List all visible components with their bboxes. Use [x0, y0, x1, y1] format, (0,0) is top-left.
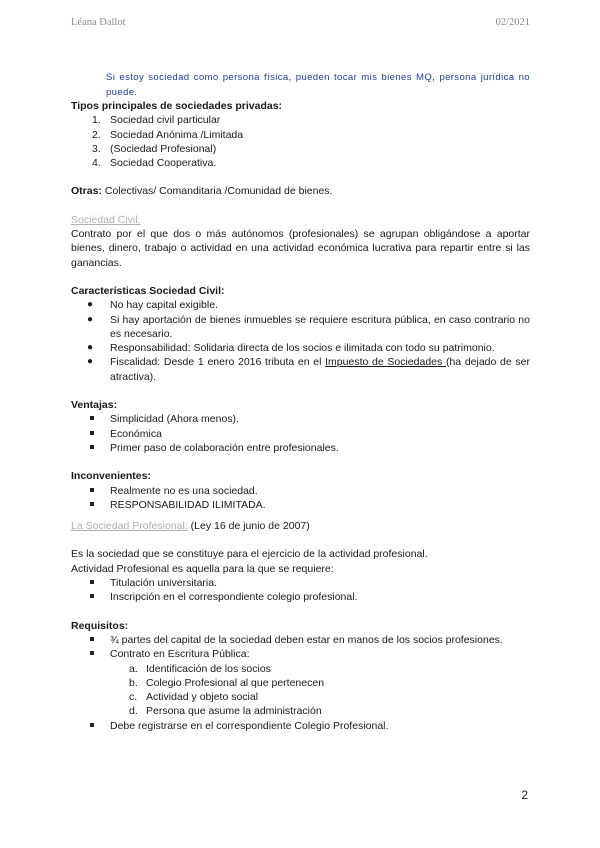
- list-item: Inscripción en el correspondiente colegio profesional.: [71, 590, 530, 604]
- header-author: Léana Dallot: [71, 17, 126, 28]
- caracteristicas-list: [71, 298, 530, 384]
- inconvenientes-title: Inconvenientes:: [71, 470, 151, 483]
- sociedad-civil-definition: Contrato por el que dos o más autónomos (profesionales) se agrupan obligándose a aportar bienes, dinero, trabajo o actividad en una actividad económica lucrativa para repartir entre si las ganancias.: [71, 228, 530, 269]
- sociedad-civil-heading[interactable]: Sociedad Civil:: [71, 213, 141, 226]
- square-bullet-icon: [90, 594, 94, 598]
- handwritten-note: Si estoy sociedad como persona física, pueden tocar mis bienes MQ, persona jurídica no puede.: [106, 72, 530, 98]
- bullet-icon: ●: [87, 313, 94, 325]
- list-item: 1. Sociedad civil particular: [92, 114, 221, 127]
- list-item: d. Persona que asume la administración: [129, 705, 322, 718]
- caracteristicas-title: Características Sociedad Civil:: [71, 284, 225, 297]
- list-item: c. Actividad y objeto social: [129, 691, 259, 704]
- document-body: [71, 99, 530, 733]
- list-item: RESPONSABILIDAD ILIMITADA.: [71, 498, 530, 512]
- square-bullet-icon: [90, 431, 94, 435]
- otras-line: Otras: Colectivas/ Comanditaria /Comunidad de bienes.: [71, 185, 333, 198]
- square-bullet-icon: [90, 502, 94, 506]
- bullet-icon: ●: [87, 356, 94, 368]
- square-bullet-icon: [90, 637, 94, 641]
- sociedad-profesional-heading: La Sociedad Profesional: (Ley 16 de junio de 2007): [71, 520, 310, 533]
- list-item: Primer paso de colaboración entre profesionales.: [71, 441, 530, 455]
- page-number: 2: [521, 788, 528, 802]
- requisitos-title: Requisitos:: [71, 619, 129, 632]
- list-item: 3. (Sociedad Profesional): [92, 142, 217, 155]
- profesional-def-2: Actividad Profesional es aquella para la que se requiere:: [71, 562, 334, 575]
- list-item: Realmente no es una sociedad.: [71, 484, 530, 498]
- list-item: Simplicidad (Ahora menos).: [71, 412, 530, 426]
- list-item: ● No hay capital exigible.: [87, 299, 218, 312]
- list-item: 2. Sociedad Anónima /Limitada: [92, 128, 244, 141]
- registro-list: [71, 719, 530, 733]
- tipos-list: [71, 113, 530, 170]
- impuesto-link[interactable]: Impuesto de Sociedades: [325, 356, 446, 369]
- square-bullet-icon: [90, 445, 94, 449]
- bullet-icon: ●: [87, 299, 94, 311]
- header-date: 02/2021: [495, 17, 530, 28]
- ventajas-title: Ventajas:: [71, 399, 118, 412]
- square-bullet-icon: [90, 488, 94, 492]
- list-item: a. Identificación de los socios: [129, 662, 271, 675]
- requisitos-list: [71, 633, 530, 662]
- list-item: 4. Sociedad Cooperativa.: [92, 157, 217, 170]
- list-item: ● Fiscalidad: Desde 1 enero 2016 tributa en el Impuesto de Sociedades (ha dejado de ser atractiva).: [87, 356, 530, 383]
- list-item: Debe registrarse en el correspondiente Colegio Profesional.: [71, 719, 530, 733]
- square-bullet-icon: [90, 580, 94, 584]
- escritura-sublist: [71, 662, 530, 719]
- inconvenientes-list: [71, 484, 530, 513]
- list-item: b. Colegio Profesional al que pertenecen: [129, 676, 325, 689]
- bullet-icon: ●: [87, 342, 94, 354]
- list-item: Contrato en Escritura Pública:: [71, 647, 530, 661]
- list-item: ● Si hay aportación de bienes inmuebles se requiere escritura pública, en caso contrario no es necesario.: [87, 313, 530, 340]
- list-item: ● Responsabilidad: Solidaria directa de los socios e ilimitada con todo su patrimonio.: [87, 342, 495, 355]
- square-bullet-icon: [90, 651, 94, 655]
- list-item: Titulación universitaria.: [71, 576, 530, 590]
- profesional-def-1: Es la sociedad que se constituye para el ejercicio de la actividad profesional.: [71, 548, 428, 561]
- square-bullet-icon: [90, 723, 94, 727]
- tipos-title: Tipos principales de sociedades privadas:: [71, 100, 283, 112]
- square-bullet-icon: [90, 416, 94, 420]
- ventajas-list: [71, 412, 530, 455]
- actividad-requisitos-list: [71, 576, 530, 605]
- list-item: Económica: [71, 427, 530, 441]
- list-item: ¾ partes del capital de la sociedad deben estar en manos de los socios profesiones.: [71, 633, 530, 647]
